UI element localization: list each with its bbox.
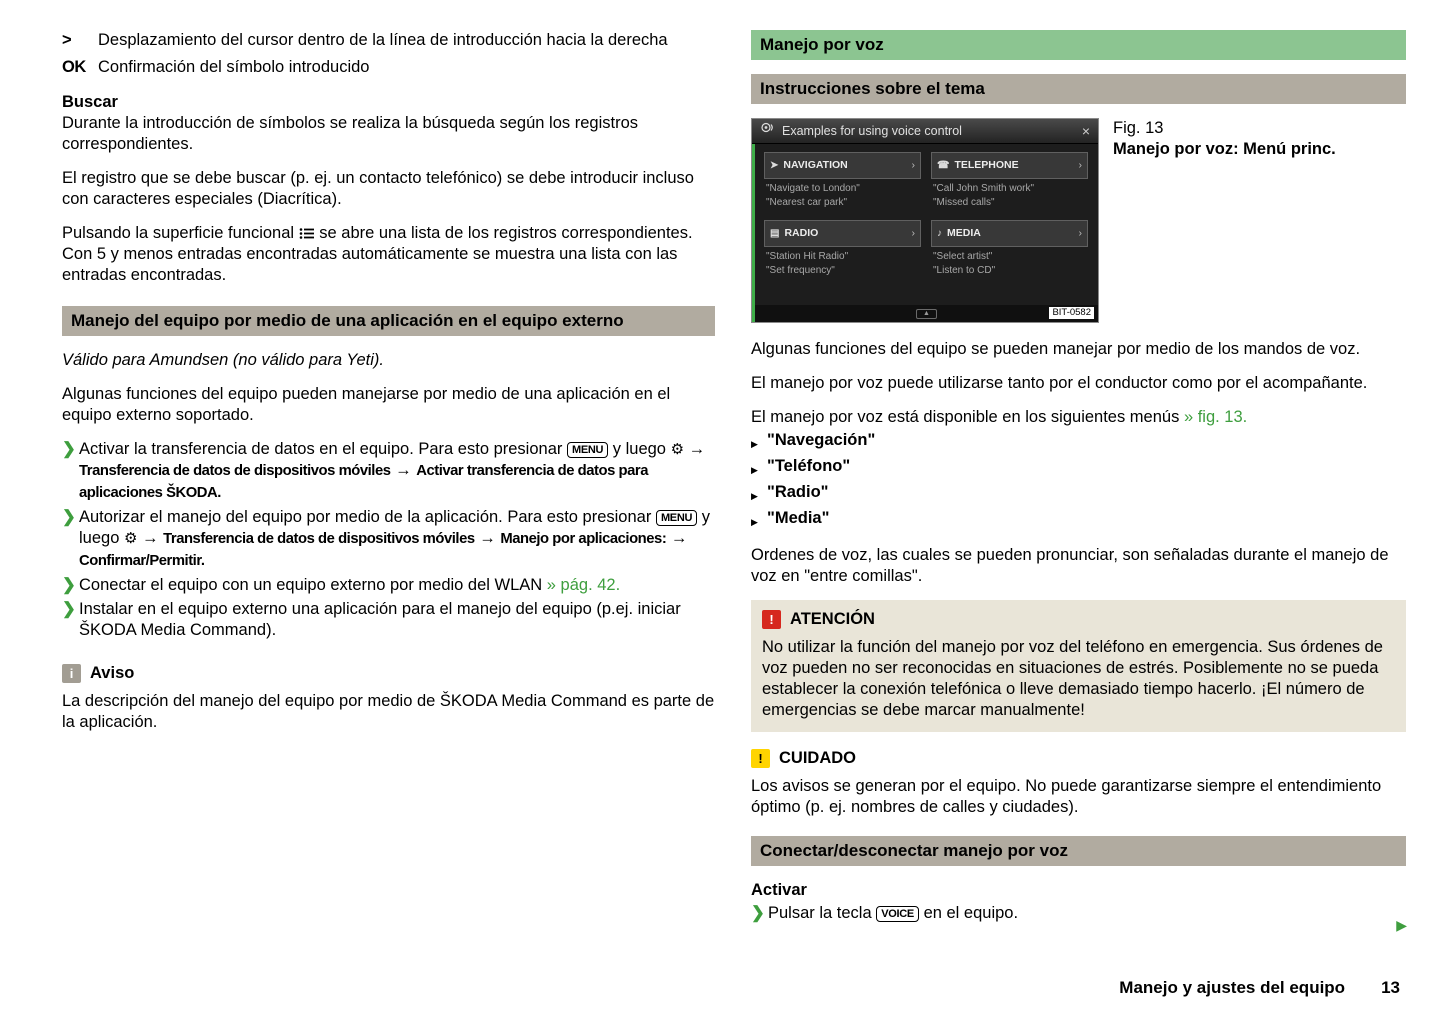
triangle-bullet-icon: ▶ — [751, 491, 758, 501]
screenshot-title: Examples for using voice control — [782, 123, 962, 138]
voice-menu-item — [751, 508, 1406, 533]
step-text: Activar la transferencia de datos en el equipo. Para esto presionar — [79, 440, 563, 458]
list-item — [62, 507, 715, 572]
step-text: Conectar el equipo con un equipo externo por medio del WLAN — [79, 576, 543, 594]
section-header-app-externo: Manejo del equipo por medio de una aplicación en el equipo externo — [62, 306, 715, 336]
menu-name: "Media" — [767, 509, 830, 527]
menu-key-icon: MENU — [656, 510, 697, 526]
validity-note: Válido para Amundsen (no válido para Yeti). — [62, 351, 384, 369]
list-item — [62, 599, 715, 641]
navigation-icon: ➤ — [770, 160, 779, 171]
gear-icon: ⚙ — [123, 530, 138, 547]
voice-command: "Listen to CD" — [933, 265, 996, 276]
caution-icon: ! — [751, 749, 770, 768]
voice-command: "Station Hit Radio" — [766, 251, 849, 262]
step-text: en el equipo. — [923, 904, 1019, 922]
caution-header — [751, 748, 1406, 769]
close-icon: × — [1081, 122, 1090, 139]
page-number: 13 — [1381, 978, 1400, 997]
tile-label: MEDIA — [947, 227, 981, 239]
figure-reference-link[interactable]: » fig. 13. — [1183, 408, 1248, 426]
left-column — [62, 30, 715, 927]
buscar-heading: Buscar — [62, 93, 118, 111]
section-header-conectar: Conectar/desconectar manejo por voz — [751, 836, 1406, 866]
figure-code: BIT-0582 — [1049, 307, 1094, 319]
voice-command: "Missed calls" — [933, 197, 995, 208]
arrow-icon: → — [670, 529, 688, 547]
paragraph-text: El manejo por voz está disponible en los siguientes menús — [751, 408, 1180, 426]
buscar-paragraph: Durante la introducción de símbolos se realiza la búsqueda según los registros correspondientes. — [62, 114, 638, 153]
menu-path: Activar transferencia de datos para aplicaciones ŠKODA. — [79, 463, 649, 501]
triangle-bullet-icon: ▶ — [751, 439, 758, 449]
key-legend-row — [62, 57, 715, 78]
cursor-right-key-icon: > — [62, 31, 72, 49]
buscar-paragraph — [62, 223, 715, 286]
chevron-right-icon: › — [1078, 227, 1082, 239]
voice-menu-item — [751, 482, 1406, 507]
list-icon — [299, 224, 315, 242]
aviso-title: Aviso — [90, 664, 135, 682]
page-continuation-icon: ▶ — [1396, 917, 1407, 933]
chevron-right-icon: › — [911, 227, 915, 239]
tile-label: TELEPHONE — [954, 159, 1019, 171]
list-item-text — [768, 903, 1406, 924]
paragraph-text: Pulsando la superficie funcional — [62, 224, 295, 242]
step-text: y luego — [612, 440, 666, 458]
triangle-bullet-icon: ▶ — [751, 465, 758, 475]
voice-command: "Select artist" — [933, 251, 993, 262]
caution-title: CUIDADO — [779, 749, 856, 767]
aviso-note-header — [62, 663, 715, 684]
voice-command: "Navigate to London" — [766, 183, 860, 194]
attention-box — [751, 600, 1406, 732]
tile-label: NAVIGATION — [783, 159, 848, 171]
warning-icon: ! — [762, 610, 781, 629]
chevron-bullet-icon: ❯ — [62, 508, 76, 526]
step-text: y luego — [79, 508, 710, 547]
chevron-bullet-icon: ❯ — [62, 576, 76, 594]
gear-icon: ⚙ — [670, 441, 685, 458]
chevron-right-icon: › — [1078, 159, 1082, 171]
key-legend-row — [62, 30, 715, 51]
figure-13 — [751, 118, 1406, 323]
info-icon: i — [62, 664, 81, 683]
page-reference-link[interactable]: » pág. 42. — [546, 576, 621, 594]
menu-name: "Radio" — [767, 483, 829, 501]
arrow-icon: → — [395, 461, 412, 479]
triangle-bullet-icon: ▶ — [751, 517, 758, 527]
voice-key-icon: VOICE — [876, 906, 919, 922]
tile-radio — [764, 220, 921, 280]
chevron-right-icon: › — [911, 159, 915, 171]
attention-title: ATENCIÓN — [790, 610, 875, 628]
voice-paragraph: El manejo por voz puede utilizarse tanto por el conductor como por el acompañante. — [751, 374, 1368, 392]
slide-up-handle-icon: ▲ — [916, 309, 937, 319]
footer-section-title: Manejo y ajustes del equipo — [1119, 978, 1346, 997]
list-item-text — [79, 599, 715, 641]
menu-path: Manejo por aplicaciones: — [500, 531, 667, 547]
voice-menu-tiles — [764, 152, 1088, 280]
voice-command: "Set frequency" — [766, 265, 835, 276]
tile-navigation — [764, 152, 921, 212]
buscar-paragraph: El registro que se debe buscar (p. ej. un contacto telefónico) se debe introducir incluso con caracteres especiales (Diacrítica). — [62, 169, 694, 208]
caution-note — [751, 748, 1406, 818]
infotainment-screenshot — [751, 118, 1099, 323]
step-text: Pulsar la tecla — [768, 904, 872, 922]
figure-caption — [1113, 118, 1336, 323]
aviso-text: La descripción del manejo del equipo por medio de ŠKODA Media Command es parte de la aplicación. — [62, 692, 715, 731]
chapter-header-manejo-por-voz: Manejo por voz — [751, 30, 1406, 60]
list-item-text — [79, 507, 715, 572]
voice-command: "Call John Smith work" — [933, 183, 1035, 194]
voice-active-stripe — [752, 144, 755, 322]
screenshot-titlebar — [752, 119, 1098, 144]
menu-path: Confirmar/Permitir. — [79, 553, 205, 569]
step-text: Instalar en el equipo externo una aplicación para el manejo del equipo (p.ej. iniciar ŠKODA Media Command). — [79, 600, 681, 639]
chevron-bullet-icon: ❯ — [62, 440, 76, 458]
radio-icon: ▤ — [770, 228, 780, 239]
page-footer — [1119, 977, 1400, 998]
media-icon: ♪ — [937, 228, 942, 239]
arrow-icon: → — [479, 529, 496, 547]
step-text: Autorizar el manejo del equipo por medio de la aplicación. Para esto presionar — [79, 508, 652, 526]
arrow-icon: → — [688, 440, 706, 458]
figure-caption-text: Manejo por voz: Menú princ. — [1113, 140, 1336, 158]
menu-name: "Navegación" — [767, 431, 876, 449]
right-column — [751, 30, 1406, 927]
voice-command: "Nearest car park" — [766, 197, 848, 208]
ok-key-icon: OK — [62, 58, 86, 76]
list-item-text — [79, 575, 715, 596]
tile-telephone — [931, 152, 1088, 212]
voice-menu-item — [751, 430, 1406, 455]
list-item — [62, 575, 715, 596]
attention-header — [762, 609, 1395, 630]
voice-paragraph — [751, 407, 1406, 428]
activar-heading: Activar — [751, 881, 807, 899]
menu-key-icon: MENU — [567, 442, 608, 458]
menu-path: Transferencia de datos de dispositivos móviles — [79, 463, 391, 479]
section-header-instrucciones: Instrucciones sobre el tema — [751, 74, 1406, 104]
chevron-bullet-icon: ❯ — [62, 600, 76, 618]
tile-label: RADIO — [784, 227, 819, 239]
list-item — [751, 903, 1406, 924]
list-item — [62, 439, 715, 504]
attention-text: No utilizar la función del manejo por voz del teléfono en emergencia. Sus órdenes de voz pueden no ser reconocidas en situaciones de estrés. Posiblemente no se pueda establecer la conexión telefónica o lleve demasiado tiempo hacerlo. ¡El número de emergencias se debe marcar manualmente! — [762, 638, 1383, 719]
key-legend-text: Desplazamiento del cursor dentro de la línea de introducción hacia la derecha — [98, 31, 668, 49]
chevron-bullet-icon: ❯ — [751, 904, 765, 922]
intro-paragraph: Algunas funciones del equipo pueden manejarse por medio de una aplicación en el equipo externo soportado. — [62, 385, 671, 424]
tile-media — [931, 220, 1088, 280]
list-item-text — [79, 439, 715, 504]
arrow-icon: → — [142, 529, 159, 547]
voice-menu-item — [751, 456, 1406, 481]
telephone-icon: ☎ — [937, 160, 950, 171]
voice-control-icon — [760, 120, 775, 142]
paragraph-text: se abre una lista de los registros correspondientes. Con 5 y menos entradas encontradas automáticamente se muestra una lista con las entradas encontradas. — [62, 224, 693, 284]
key-legend-text: Confirmación del símbolo introducido — [98, 58, 370, 76]
caution-text: Los avisos se generan por el equipo. No puede garantizarse siempre el entendimiento óptimo (p. ej. nombres de calles y ciudades). — [751, 777, 1382, 816]
screenshot-bottom-bar — [755, 305, 1098, 322]
menu-name: "Teléfono" — [767, 457, 851, 475]
voice-paragraph: Ordenes de voz, las cuales se pueden pronunciar, son señaladas durante el manejo de voz en "entre comillas". — [751, 546, 1389, 585]
voice-paragraph: Algunas funciones del equipo se pueden manejar por medio de los mandos de voz. — [751, 340, 1361, 358]
menu-path: Transferencia de datos de dispositivos móviles — [163, 531, 475, 547]
figure-label: Fig. 13 — [1113, 119, 1164, 137]
